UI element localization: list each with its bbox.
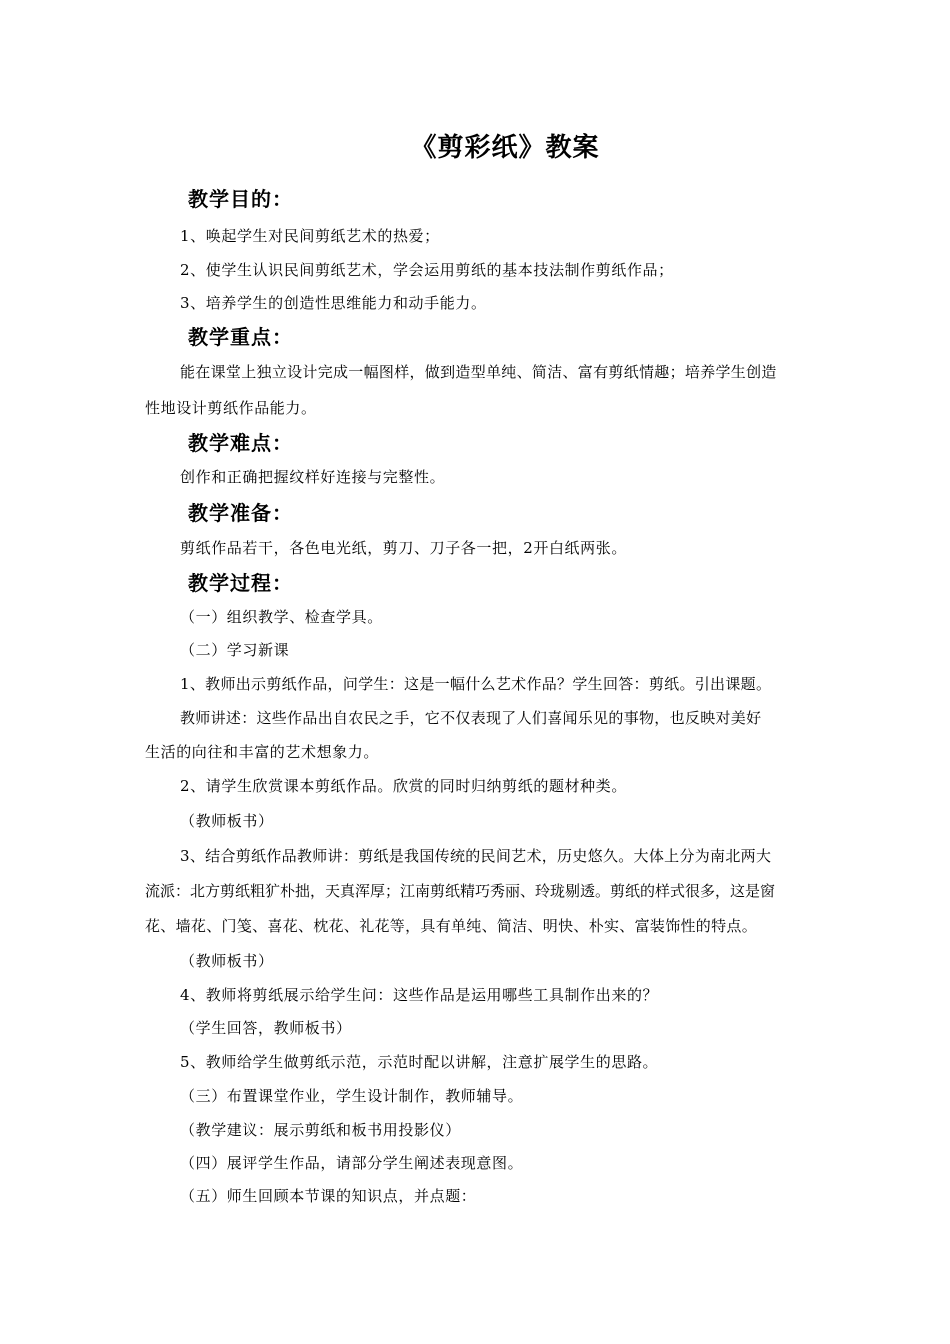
process-line: 1、教师出示剪纸作品，问学生：这是一幅什么艺术作品？学生回答：剪纸。引出课题。 <box>180 675 772 693</box>
process-line: （教学建议：展示剪纸和板书用投影仪） <box>180 1121 461 1139</box>
objective-item: 3、培养学生的创造性思维能力和动手能力。 <box>180 294 487 312</box>
process-line: （四）展评学生作品，请部分学生阐述表现意图。 <box>180 1154 524 1172</box>
process-line: 3、结合剪纸作品教师讲：剪纸是我国传统的民间艺术，历史悠久。大体上分为南北两大 <box>180 847 772 865</box>
heading-process: 教学过程： <box>188 571 293 595</box>
process-line: （五）师生回顾本节课的知识点，并点题： <box>180 1187 477 1205</box>
heading-difficulties: 教学难点： <box>188 431 293 455</box>
process-line: （二）学习新课 <box>180 641 290 659</box>
process-line: 教师讲述：这些作品出自农民之手，它不仅表现了人们喜闻乐见的事物，也反映对美好 <box>180 709 762 727</box>
objective-item: 1、唤起学生对民间剪纸艺术的热爱； <box>180 227 440 245</box>
process-line: （一）组织教学、检查学具。 <box>180 608 383 626</box>
process-line: 流派：北方剪纸粗犷朴拙，天真浑厚；江南剪纸精巧秀丽、玲珑剔透。剪纸的样式很多，这是窗 <box>145 882 776 900</box>
key-point-line: 性地设计剪纸作品能力。 <box>145 399 317 417</box>
heading-key-points: 教学重点： <box>188 325 293 349</box>
process-line: 花、墙花、门笺、喜花、枕花、礼花等，具有单纯、简洁、明快、朴实、富装饰性的特点。 <box>145 917 758 935</box>
preparation-line: 剪纸作品若干，各色电光纸，剪刀、刀子各一把，2开白纸两张。 <box>180 539 627 557</box>
difficulty-line: 创作和正确把握纹样好连接与完整性。 <box>180 468 446 486</box>
process-line: 生活的向往和丰富的艺术想象力。 <box>145 743 380 761</box>
process-line: （三）布置课堂作业，学生设计制作，教师辅导。 <box>180 1087 524 1105</box>
process-line: 5、教师给学生做剪纸示范，示范时配以讲解，注意扩展学生的思路。 <box>180 1053 659 1071</box>
heading-preparation: 教学准备： <box>188 501 293 525</box>
process-line: 2、请学生欣赏课本剪纸作品。欣赏的同时归纳剪纸的题材种类。 <box>180 777 627 795</box>
heading-objectives: 教学目的： <box>188 187 293 211</box>
process-line: 4、教师将剪纸展示给学生问：这些作品是运用哪些工具制作出来的？ <box>180 986 659 1004</box>
process-line: （教师板书） <box>180 812 274 830</box>
objective-item: 2、使学生认识民间剪纸艺术，学会运用剪纸的基本技法制作剪纸作品； <box>180 261 674 279</box>
process-line: （学生回答，教师板书） <box>180 1019 352 1037</box>
document-title: 《剪彩纸》教案 <box>410 133 600 163</box>
key-point-line: 能在课堂上独立设计完成一幅图样，做到造型单纯、简洁、富有剪纸情趣；培养学生创造 <box>180 363 777 381</box>
process-line: （教师板书） <box>180 952 274 970</box>
